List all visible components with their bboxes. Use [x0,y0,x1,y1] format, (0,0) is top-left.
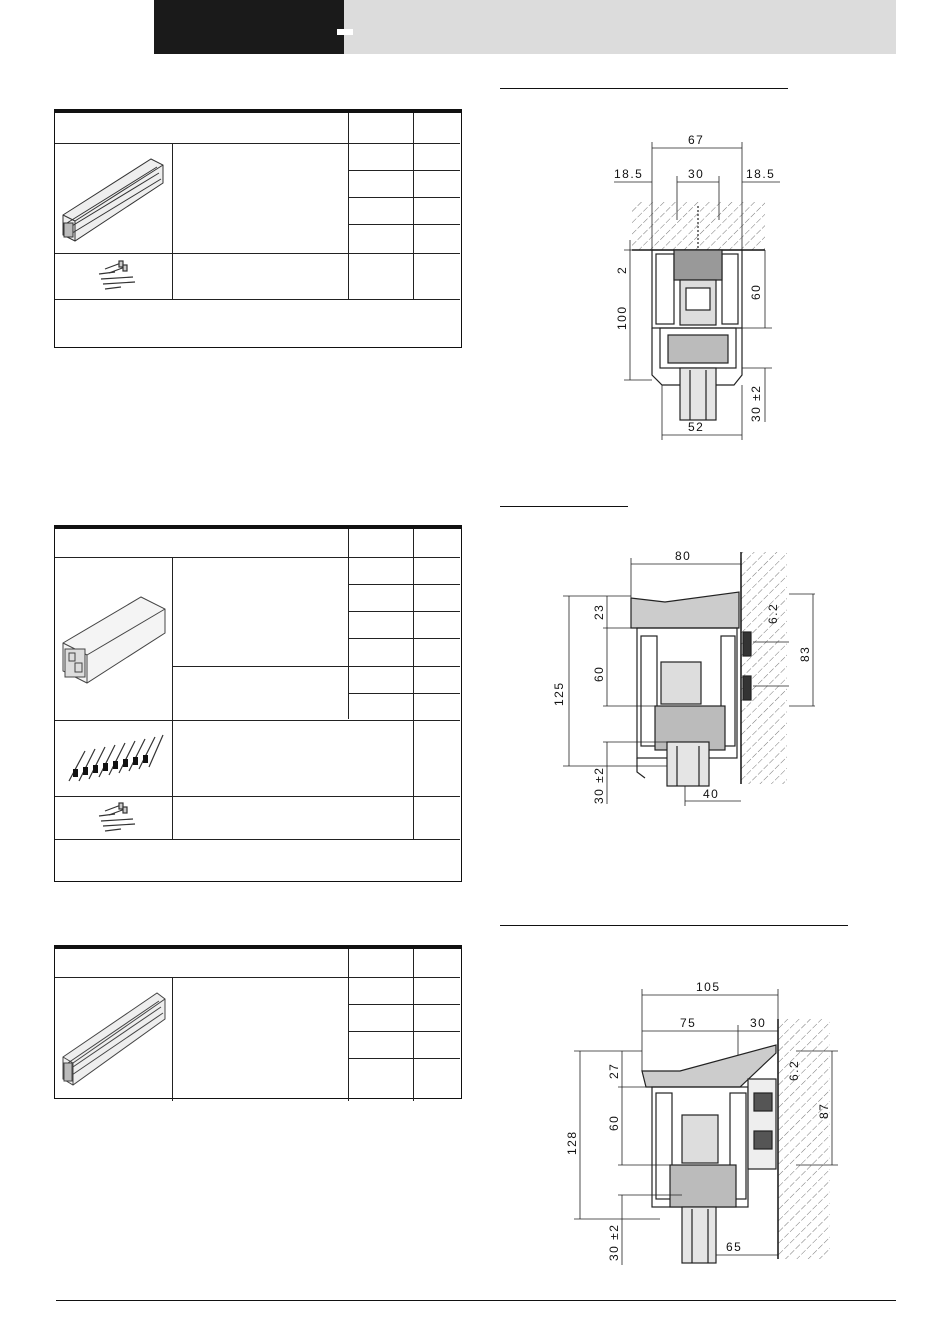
dim-128: 128 [565,1130,579,1155]
header-dark-band [154,0,344,54]
parts-table-3 [54,945,462,1099]
long-screw-row-icon [65,729,165,787]
parts-table-1 [54,109,462,348]
footer-rule [56,1300,896,1301]
section-rule-1 [500,88,788,89]
dim-18-5-right: 18.5 [746,167,776,181]
dim-diameter-6-2: 6.2 [766,602,780,624]
section-rule-2 [500,506,628,507]
dim-65: 65 [726,1240,743,1254]
dim-52: 52 [688,420,705,434]
section-drawing-3 [560,975,840,1275]
dim-30: 30 [750,1016,767,1030]
dim-23: 23 [592,603,606,620]
screw-set-icon [95,801,143,837]
header-dash-mark [337,29,353,35]
dim-40: 40 [703,787,720,801]
dim-diameter-6-2: 6.2 [787,1059,801,1081]
dim-75: 75 [680,1016,697,1030]
aluminium-profile-icon [59,985,169,1095]
dim-30-pm-2: 30 ±2 [592,766,606,804]
dim-30-pm-2: 30 ±2 [607,1223,621,1261]
dim-27: 27 [607,1062,621,1079]
section-drawing-1 [600,130,800,442]
dim-30-pm-2: 30 ±2 [749,384,763,422]
dim-60: 60 [607,1114,621,1131]
aluminium-profile-icon [59,153,169,248]
header-light-band [344,0,896,54]
aluminium-profile-icon [61,593,167,689]
dim-105: 105 [696,980,721,994]
dim-60: 60 [749,283,763,300]
section-rule-3 [500,925,848,926]
dim-67: 67 [688,133,705,147]
dim-30: 30 [688,167,705,181]
dim-18-5-left: 18.5 [614,167,644,181]
dim-80: 80 [675,549,692,563]
dim-87: 87 [817,1102,831,1119]
dim-100: 100 [615,305,629,330]
section-drawing-2 [545,546,815,808]
parts-table-2 [54,525,462,882]
dim-83: 83 [798,645,812,662]
dim-125: 125 [552,681,566,706]
screw-set-icon [95,259,143,295]
dim-60: 60 [592,665,606,682]
dim-2: 2 [615,265,629,274]
